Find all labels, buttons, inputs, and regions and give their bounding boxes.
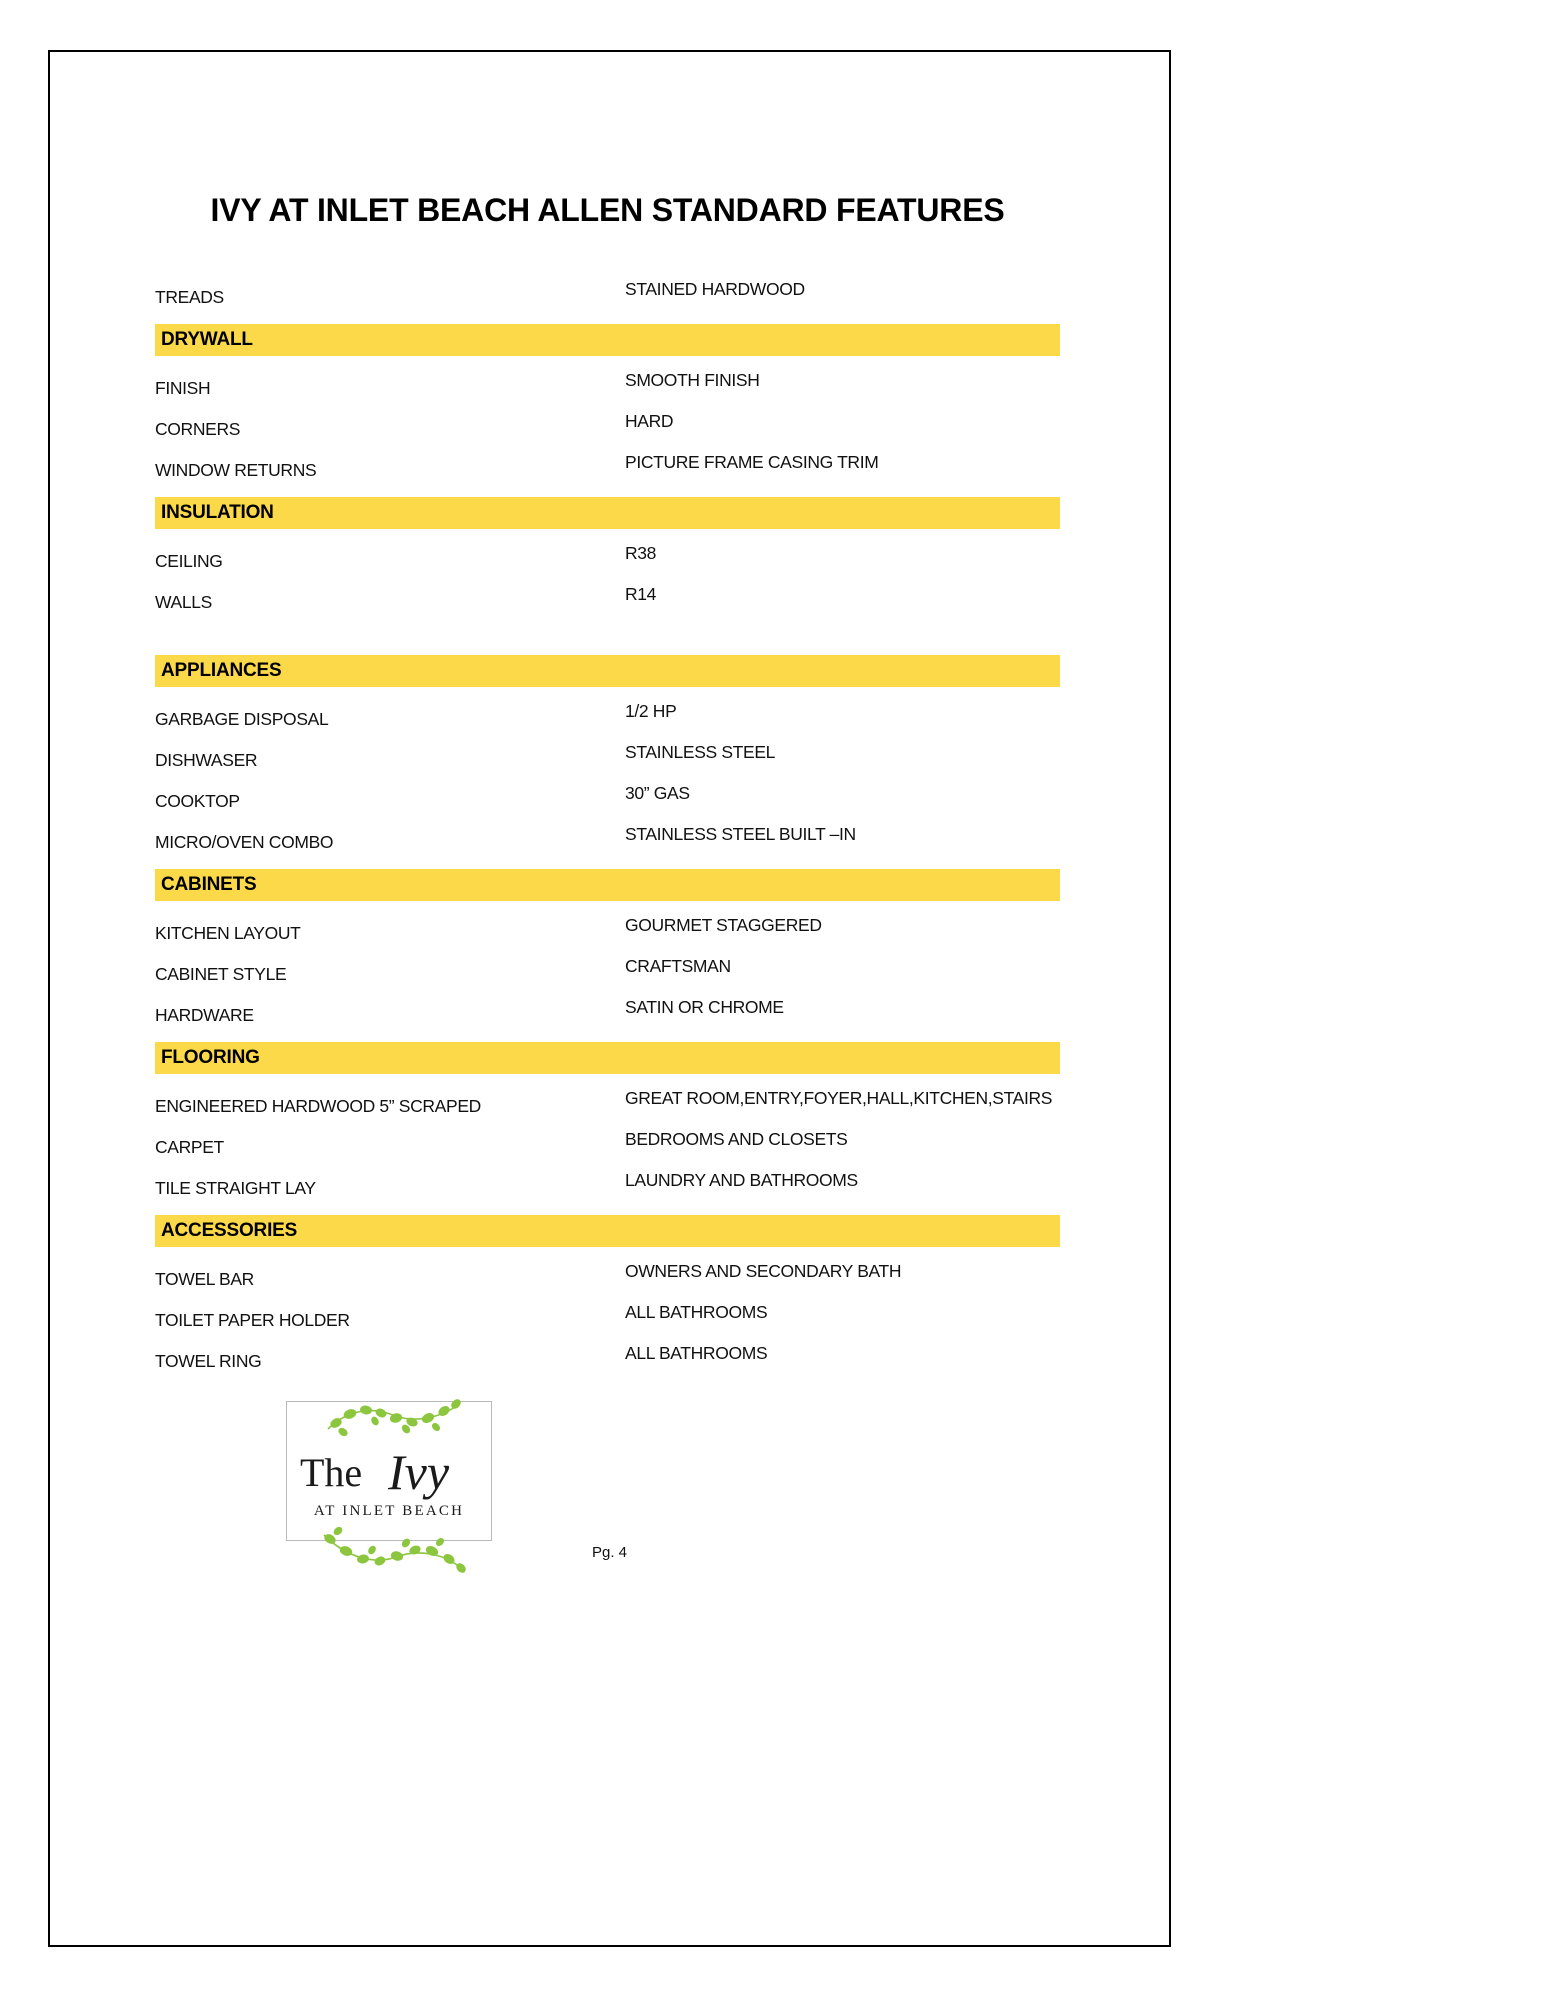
feature-label: FINISH xyxy=(155,378,211,398)
feature-value: ALL BATHROOMS xyxy=(625,1343,768,1363)
section-header xyxy=(155,1215,1060,1247)
table-row xyxy=(155,1298,1060,1339)
section-header xyxy=(155,497,1060,529)
feature-value: CRAFTSMAN xyxy=(625,956,731,976)
logo-the-text: The xyxy=(300,1450,363,1495)
feature-value: R14 xyxy=(625,584,657,604)
feature-value: STAINLESS STEEL BUILT –IN xyxy=(625,824,856,844)
table-row xyxy=(155,697,1060,738)
logo-subtitle: AT INLET BEACH xyxy=(313,1503,465,1519)
feature-value: SMOOTH FINISH xyxy=(625,370,760,390)
feature-label: TREADS xyxy=(155,287,224,307)
table-row xyxy=(155,1339,1060,1380)
feature-label: ENGINEERED HARDWOOD 5” SCRAPED xyxy=(155,1096,481,1116)
table-row xyxy=(155,911,1060,952)
feature-label: TILE STRAIGHT LAY xyxy=(155,1178,316,1198)
table-row xyxy=(155,1084,1060,1125)
feature-value: BEDROOMS AND CLOSETS xyxy=(625,1129,848,1149)
feature-value: 1/2 HP xyxy=(625,701,677,721)
table-row xyxy=(155,993,1060,1034)
feature-label: TOILET PAPER HOLDER xyxy=(155,1310,350,1330)
document-page xyxy=(48,50,1171,1947)
section-header-label: APPLIANCES xyxy=(161,660,282,681)
feature-label: CORNERS xyxy=(155,419,241,439)
feature-label: MICRO/OVEN COMBO xyxy=(155,832,334,852)
feature-value: PICTURE FRAME CASING TRIM xyxy=(625,452,879,472)
document-body xyxy=(155,192,1060,1380)
feature-label: CEILING xyxy=(155,551,223,571)
feature-label: KITCHEN LAYOUT xyxy=(155,923,301,943)
table-row xyxy=(155,366,1060,407)
section-header-label: INSULATION xyxy=(161,502,274,523)
section-header xyxy=(155,324,1060,356)
feature-label: CABINET STYLE xyxy=(155,964,287,984)
feature-value: 30” GAS xyxy=(625,783,690,803)
feature-value: LAUNDRY AND BATHROOMS xyxy=(625,1170,858,1190)
feature-label: GARBAGE DISPOSAL xyxy=(155,709,329,729)
table-row xyxy=(155,820,1060,861)
section-header xyxy=(155,869,1060,901)
feature-label: COOKTOP xyxy=(155,791,240,811)
table-row xyxy=(155,738,1060,779)
standard-features-table xyxy=(155,275,1060,1380)
feature-value: STAINLESS STEEL xyxy=(625,742,776,762)
table-row xyxy=(155,275,1060,316)
table-row xyxy=(155,448,1060,489)
table-row xyxy=(155,952,1060,993)
section-header-label: FLOORING xyxy=(161,1047,260,1068)
section-spacer xyxy=(155,621,1060,647)
feature-label: CARPET xyxy=(155,1137,224,1157)
feature-value: SATIN OR CHROME xyxy=(625,997,784,1017)
feature-label: TOWEL BAR xyxy=(155,1269,254,1289)
section-header xyxy=(155,1042,1060,1074)
section-header-label: ACCESSORIES xyxy=(161,1220,298,1241)
feature-label: TOWEL RING xyxy=(155,1351,262,1371)
section-header-label: DRYWALL xyxy=(161,329,253,350)
feature-value: R38 xyxy=(625,543,657,563)
feature-label: HARDWARE xyxy=(155,1005,254,1025)
feature-label: DISHWASER xyxy=(155,750,258,770)
feature-value: ALL BATHROOMS xyxy=(625,1302,768,1322)
feature-value: STAINED HARDWOOD xyxy=(625,279,805,299)
feature-value: OWNERS AND SECONDARY BATH xyxy=(625,1261,902,1281)
table-row xyxy=(155,407,1060,448)
table-row xyxy=(155,1125,1060,1166)
table-row xyxy=(155,1166,1060,1207)
table-row xyxy=(155,539,1060,580)
page-title: IVY AT INLET BEACH ALLEN STANDARD FEATURES xyxy=(210,192,1005,228)
feature-value: GREAT ROOM,ENTRY,FOYER,HALL,KITCHEN,STAIRS xyxy=(625,1088,1053,1108)
feature-label: WINDOW RETURNS xyxy=(155,460,317,480)
table-row xyxy=(155,580,1060,621)
table-row xyxy=(155,779,1060,820)
section-header xyxy=(155,655,1060,687)
feature-label: WALLS xyxy=(155,592,212,612)
feature-value: HARD xyxy=(625,411,674,431)
page-number: Pg. 4 xyxy=(591,1544,628,1561)
logo-ivy-text: Ivy xyxy=(388,1444,450,1500)
feature-value: GOURMET STAGGERED xyxy=(625,915,822,935)
section-header-label: CABINETS xyxy=(161,874,257,895)
table-row xyxy=(155,1257,1060,1298)
